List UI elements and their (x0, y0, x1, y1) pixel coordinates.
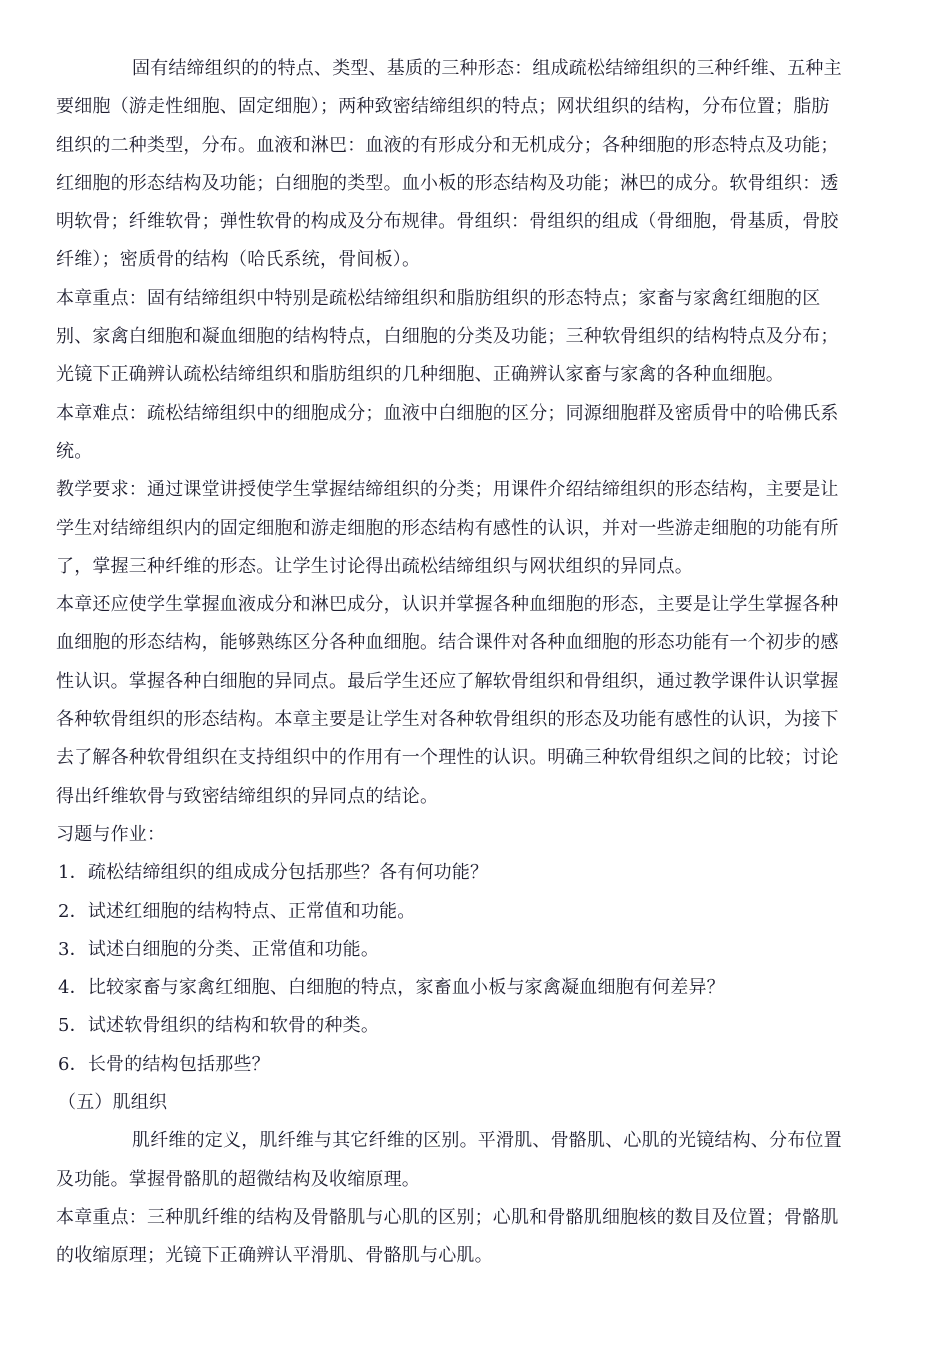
text-line: 去了解各种软骨组织在支持组织中的作用有一个理性的认识。明确三种软骨组织之间的比较；讨论 (56, 747, 839, 769)
text-line: 纤维）；密质骨的结构（哈氏系统，骨间板）。 (56, 249, 421, 271)
exercise-item: 2．试述红细胞的结构特点、正常值和功能。 (58, 900, 416, 922)
difficulties-paragraph (56, 395, 886, 472)
exercises-section (56, 816, 886, 1084)
text-line: 本章重点：三种肌纤维的结构及骨骼肌与心肌的区别；心肌和骨骼肌细胞核的数目及位置；骨骼肌 (56, 1206, 839, 1228)
text-line: 及功能。掌握骨骼肌的超微结构及收缩原理。 (56, 1168, 420, 1190)
text-line: 别、家禽白细胞和凝血细胞的结构特点，白细胞的分类及功能；三种软骨组织的结构特点及分布； (56, 326, 839, 348)
exercise-item: 6．长骨的结构包括那些？ (58, 1053, 270, 1075)
text-line: 固有结缔组织的的特点、类型、基质的三种形态：组成疏松结缔组织的三种纤维、五种主 (132, 58, 842, 79)
text-line: 要细胞（游走性细胞、固定细胞）；两种致密结缔组织的特点；网状组织的结构，分布位置；脂肪 (56, 96, 830, 118)
text-line: 的收缩原理；光镜下正确辨认平滑肌、骨骼肌与心肌。 (56, 1245, 493, 1267)
exercise-item: 5．试述软骨组织的结构和软骨的种类。 (58, 1015, 380, 1037)
exercise-item: 4．比较家畜与家禽红细胞、白细胞的特点，家畜血小板与家禽凝血细胞有何差异？ (58, 977, 725, 999)
muscle-tissue-section (56, 1084, 886, 1275)
section-heading: （五）肌组织 (58, 1092, 168, 1114)
text-line: 光镜下正确辨认疏松结缔组织和脂肪组织的几种细胞、正确辨认家畜与家禽的各种血细胞。 (56, 364, 784, 386)
exercise-item: 3．试述白细胞的分类、正常值和功能。 (58, 938, 380, 960)
key-points-paragraph (56, 280, 886, 395)
exercises-heading: 习题与作业： (56, 823, 166, 845)
teaching-requirements-paragraph (56, 471, 886, 586)
text-line: 组织的二种类型，分布。血液和淋巴：血液的有形成分和无机成分；各种细胞的形态特点及功能； (56, 134, 839, 156)
text-line: 本章还应使学生掌握血液成分和淋巴成分，认识并掌握各种血细胞的形态，主要是让学生掌握各种 (56, 594, 839, 616)
text-line: 得出纤维软骨与致密结缔组织的异同点的结论。 (56, 785, 439, 807)
text-line: 了，掌握三种纤维的形态。让学生讨论得出疏松结缔组织与网状组织的异同点。 (56, 555, 693, 577)
text-line: 肌纤维的定义，肌纤维与其它纤维的区别。平滑肌、骨骼肌、心肌的光镜结构、分布位置 (132, 1130, 842, 1152)
further-requirements-paragraph (56, 586, 886, 816)
text-line: 统。 (56, 440, 93, 462)
text-line: 各种软骨组织的形态结构。本章主要是让学生对各种软骨组织的形态及功能有感性的认识，为接下 (56, 709, 839, 731)
text-line: 血细胞的形态结构，能够熟练区分各种血细胞。结合课件对各种血细胞的形态功能有一个初步的感 (56, 632, 839, 654)
text-line: 性认识。掌握各种白细胞的异同点。最后学生还应了解软骨组织和骨组织，通过教学课件认识掌握 (56, 670, 839, 692)
text-line: 本章重点：固有结缔组织中特别是疏松结缔组织和脂肪组织的形态特点；家畜与家禽红细胞的区 (56, 287, 821, 309)
document-page (56, 50, 886, 1276)
text-line: 明软骨；纤维软骨；弹性软骨的构成及分布规律。骨组织：骨组织的组成（骨细胞，骨基质，骨胶 (56, 211, 839, 233)
text-line: 教学要求：通过课堂讲授使学生掌握结缔组织的分类；用课件介绍结缔组织的形态结构，主要是让 (56, 479, 839, 501)
text-line: 红细胞的形态结构及功能；白细胞的类型。血小板的形态结构及功能；淋巴的成分。软骨组织：透 (56, 172, 839, 194)
text-line: 学生对结缔组织内的固定细胞和游走细胞的形态结构有感性的认识，并对一些游走细胞的功能有所 (56, 517, 839, 539)
connective-tissue-intro (56, 50, 886, 280)
text-line: 本章难点：疏松结缔组织中的细胞成分；血液中白细胞的区分；同源细胞群及密质骨中的哈佛氏系 (56, 402, 839, 424)
exercise-item: 1．疏松结缔组织的组成成分包括那些？各有何功能？ (58, 862, 489, 884)
